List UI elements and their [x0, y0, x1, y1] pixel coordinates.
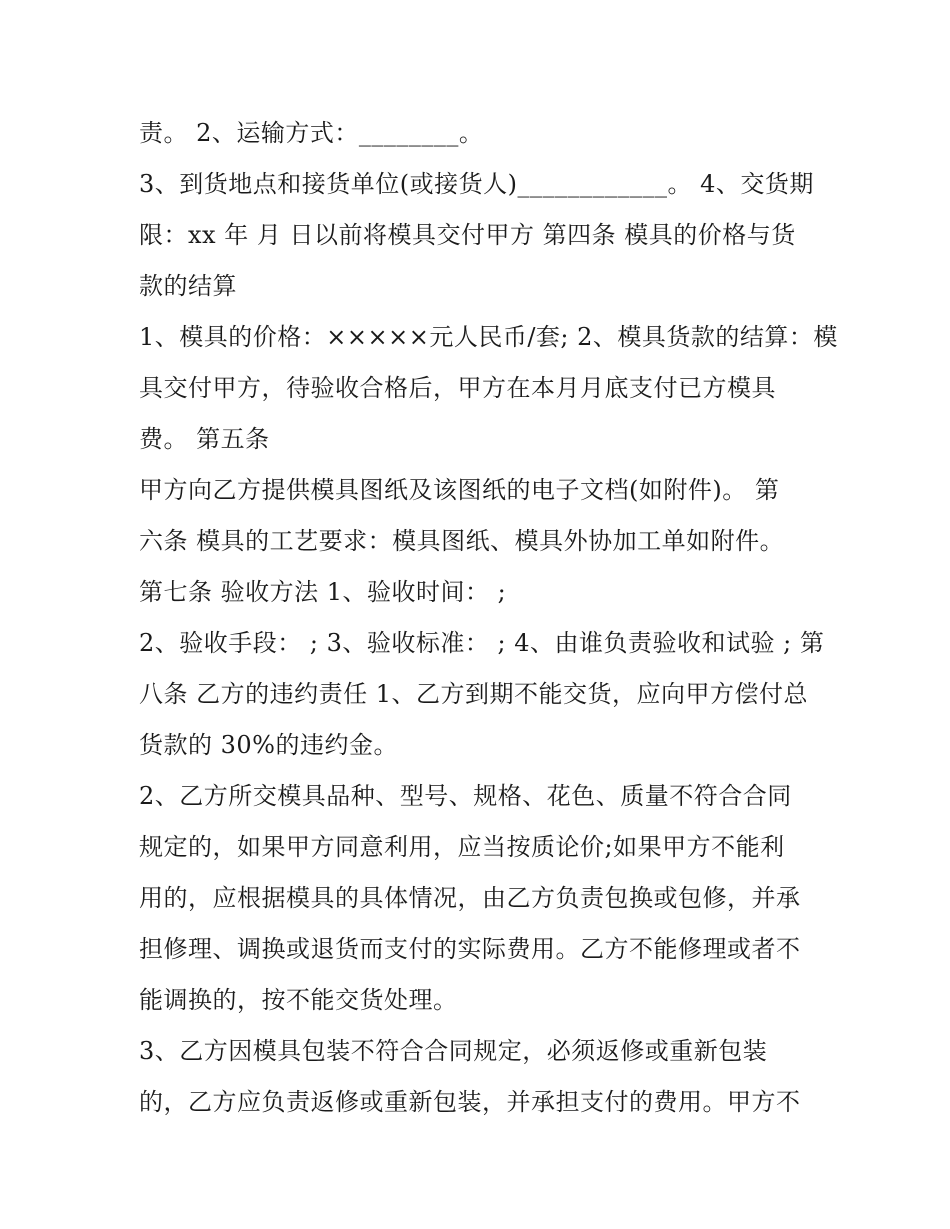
text-line: 1、模具的价格：×××××元人民币/套; 2、模具货款的结算：模	[139, 323, 838, 351]
text-line: 的，乙方应负责返修或重新包装，并承担支付的费用。甲方不	[139, 1088, 801, 1116]
text-line: 具交付甲方，待验收合格后，甲方在本月月底支付已方模具	[139, 374, 776, 402]
text-line: 3、乙方因模具包装不符合合同规定，必须返修或重新包装	[139, 1037, 768, 1065]
text-line: 2、验收手段： ; 3、验收标准： ; 4、由谁负责验收和试验 ; 第	[139, 629, 825, 657]
contract-text-body	[139, 108, 838, 1128]
text-line: 款的结算	[139, 272, 237, 300]
text-line: 甲方向乙方提供模具图纸及该图纸的电子文档(如附件)。 第	[139, 476, 780, 504]
text-line: 限：xx 年 月 日以前将模具交付甲方 第四条 模具的价格与货	[139, 221, 796, 249]
text-line: 货款的 30%的违约金。	[139, 731, 398, 759]
text-line: 规定的，如果甲方同意利用，应当按质论价;如果甲方不能利	[139, 833, 785, 861]
text-line: 八条 乙方的违约责任 1、乙方到期不能交货，应向甲方偿付总	[139, 680, 809, 708]
text-line: 责。 2、运输方式：________。	[139, 119, 484, 147]
text-line: 能调换的，按不能交货处理。	[139, 986, 458, 1014]
text-line: 2、乙方所交模具品种、型号、规格、花色、质量不符合合同	[139, 782, 792, 810]
text-line: 担修理、调换或退货而支付的实际费用。乙方不能修理或者不	[139, 935, 801, 963]
text-line: 费。 第五条	[139, 425, 270, 453]
text-line: 第七条 验收方法 1、验收时间： ;	[139, 578, 507, 606]
text-line: 六条 模具的工艺要求：模具图纸、模具外协加工单如附件。	[139, 527, 785, 555]
text-line: 用的，应根据模具的具体情况，由乙方负责包换或包修，并承	[139, 884, 801, 912]
text-line: 3、到货地点和接货单位(或接货人)____________。 4、交货期	[139, 170, 814, 198]
